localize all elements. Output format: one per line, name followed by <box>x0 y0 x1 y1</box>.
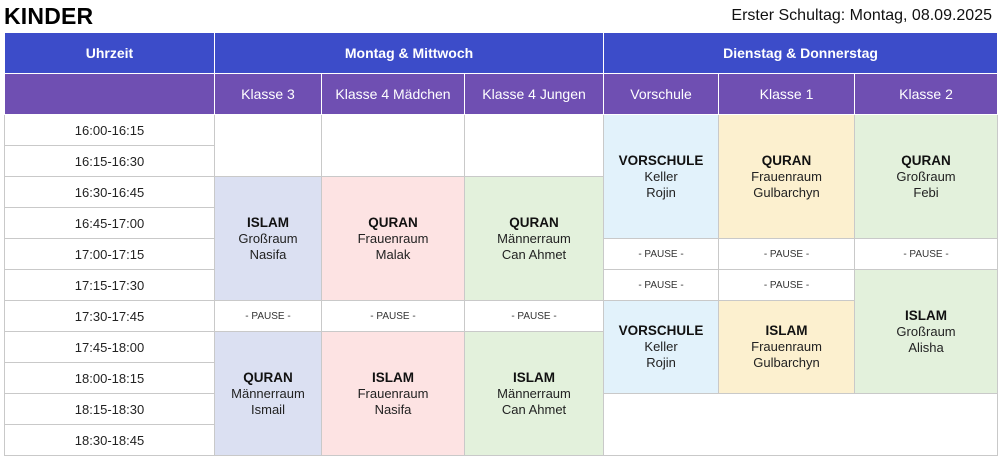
empty-cell <box>604 394 998 456</box>
lesson-class-3-first <box>215 177 322 301</box>
header-class-4-girls: Klasse 4 Mädchen <box>322 74 465 115</box>
header-class-1: Klasse 1 <box>719 74 855 115</box>
header-class-3: Klasse 3 <box>215 74 322 115</box>
lesson-room: Frauenraum <box>357 230 429 246</box>
pause-cell: - PAUSE - <box>719 239 855 270</box>
time-slot: 18:15-18:30 <box>5 394 215 425</box>
pause-cell: - PAUSE - <box>604 270 719 301</box>
lesson-teacher: Ismail <box>251 401 285 417</box>
empty-cell <box>465 115 604 177</box>
header-group-tue-thu: Dienstag & Donnerstag <box>604 33 998 74</box>
lesson-teacher: Nasifa <box>374 401 412 417</box>
lesson-teacher: Alisha <box>908 339 944 355</box>
pause-cell: - PAUSE - <box>322 301 465 332</box>
lesson-class-2-first <box>855 115 998 239</box>
lesson-teacher: Malak <box>375 246 411 262</box>
page-title: KINDER <box>4 3 94 29</box>
lesson-room: Großraum <box>896 168 956 184</box>
lesson-class-4-boys-second <box>465 332 604 456</box>
lesson-subject: QURAN <box>243 369 293 385</box>
lesson-subject: ISLAM <box>513 369 556 385</box>
lesson-subject: ISLAM <box>372 369 414 385</box>
header-row-days <box>5 33 998 74</box>
lesson-class-4-girls-first <box>322 177 465 301</box>
header-preschool: Vorschule <box>604 74 719 115</box>
lesson-room: Männerraum <box>497 385 571 401</box>
lesson-room: Großraum <box>238 230 298 246</box>
time-slot: 18:00-18:15 <box>5 363 215 394</box>
lesson-subject: ISLAM <box>247 214 289 230</box>
lesson-class-4-girls-second <box>322 332 465 456</box>
pause-cell: - PAUSE - <box>855 239 998 270</box>
lesson-teacher: Gulbarchyn <box>753 184 820 200</box>
lesson-class-4-boys-first <box>465 177 604 301</box>
time-slot: 17:45-18:00 <box>5 332 215 363</box>
lesson-preschool-1 <box>604 115 719 239</box>
table-row <box>5 301 998 332</box>
lesson-subject: VORSCHULE <box>618 323 704 338</box>
pause-cell: - PAUSE - <box>604 239 719 270</box>
empty-cell <box>322 115 465 177</box>
pause-cell: - PAUSE - <box>215 301 322 332</box>
empty-cell <box>215 115 322 177</box>
time-slot: 17:15-17:30 <box>5 270 215 301</box>
lesson-teacher: Nasifa <box>249 246 287 262</box>
time-slot: 16:30-16:45 <box>5 177 215 208</box>
lesson-class-1-first <box>719 115 855 239</box>
lesson-room: Frauenraum <box>357 385 429 401</box>
header-empty <box>5 74 215 115</box>
lesson-subject: QURAN <box>761 152 812 168</box>
time-slot: 18:30-18:45 <box>5 425 215 456</box>
lesson-class-2-second <box>855 270 998 394</box>
lesson-subject: QURAN <box>368 214 418 230</box>
lesson-teacher: Rojin <box>646 184 676 200</box>
lesson-class-1-second <box>719 301 855 394</box>
lesson-room: Großraum <box>896 323 956 339</box>
header-time: Uhrzeit <box>5 33 215 74</box>
header-class-4-boys: Klasse 4 Jungen <box>465 74 604 115</box>
lesson-preschool-2 <box>604 301 719 394</box>
header-row-classes <box>5 74 998 115</box>
pause-cell: - PAUSE - <box>719 270 855 301</box>
lesson-room: Frauenraum <box>751 339 822 354</box>
lesson-room: Keller <box>644 168 678 184</box>
pause-cell: - PAUSE - <box>465 301 604 332</box>
time-slot: 16:45-17:00 <box>5 208 215 239</box>
lesson-teacher: Febi <box>913 184 939 200</box>
lesson-teacher: Rojin <box>646 355 676 370</box>
lesson-teacher: Can Ahmet <box>501 246 567 262</box>
first-school-day: Erster Schultag: Montag, 08.09.2025 <box>731 7 992 24</box>
lesson-room: Männerraum <box>497 230 571 246</box>
time-slot: 16:15-16:30 <box>5 146 215 177</box>
schedule-table <box>4 32 998 456</box>
time-slot: 17:00-17:15 <box>5 239 215 270</box>
lesson-subject: ISLAM <box>905 307 948 323</box>
lesson-subject: ISLAM <box>765 323 808 338</box>
lesson-room: Keller <box>644 339 678 354</box>
lesson-subject: QURAN <box>901 152 951 168</box>
lesson-room: Männerraum <box>231 385 305 401</box>
lesson-subject: QURAN <box>509 214 559 230</box>
lesson-teacher: Gulbarchyn <box>753 355 820 370</box>
lesson-teacher: Can Ahmet <box>501 401 567 417</box>
lesson-subject: VORSCHULE <box>618 152 704 168</box>
table-row <box>5 115 998 146</box>
lesson-class-3-second <box>215 332 322 456</box>
header-class-2: Klasse 2 <box>855 74 998 115</box>
time-slot: 16:00-16:15 <box>5 115 215 146</box>
header-group-mon-wed: Montag & Mittwoch <box>215 33 604 74</box>
time-slot: 17:30-17:45 <box>5 301 215 332</box>
lesson-room: Frauenraum <box>751 168 822 184</box>
